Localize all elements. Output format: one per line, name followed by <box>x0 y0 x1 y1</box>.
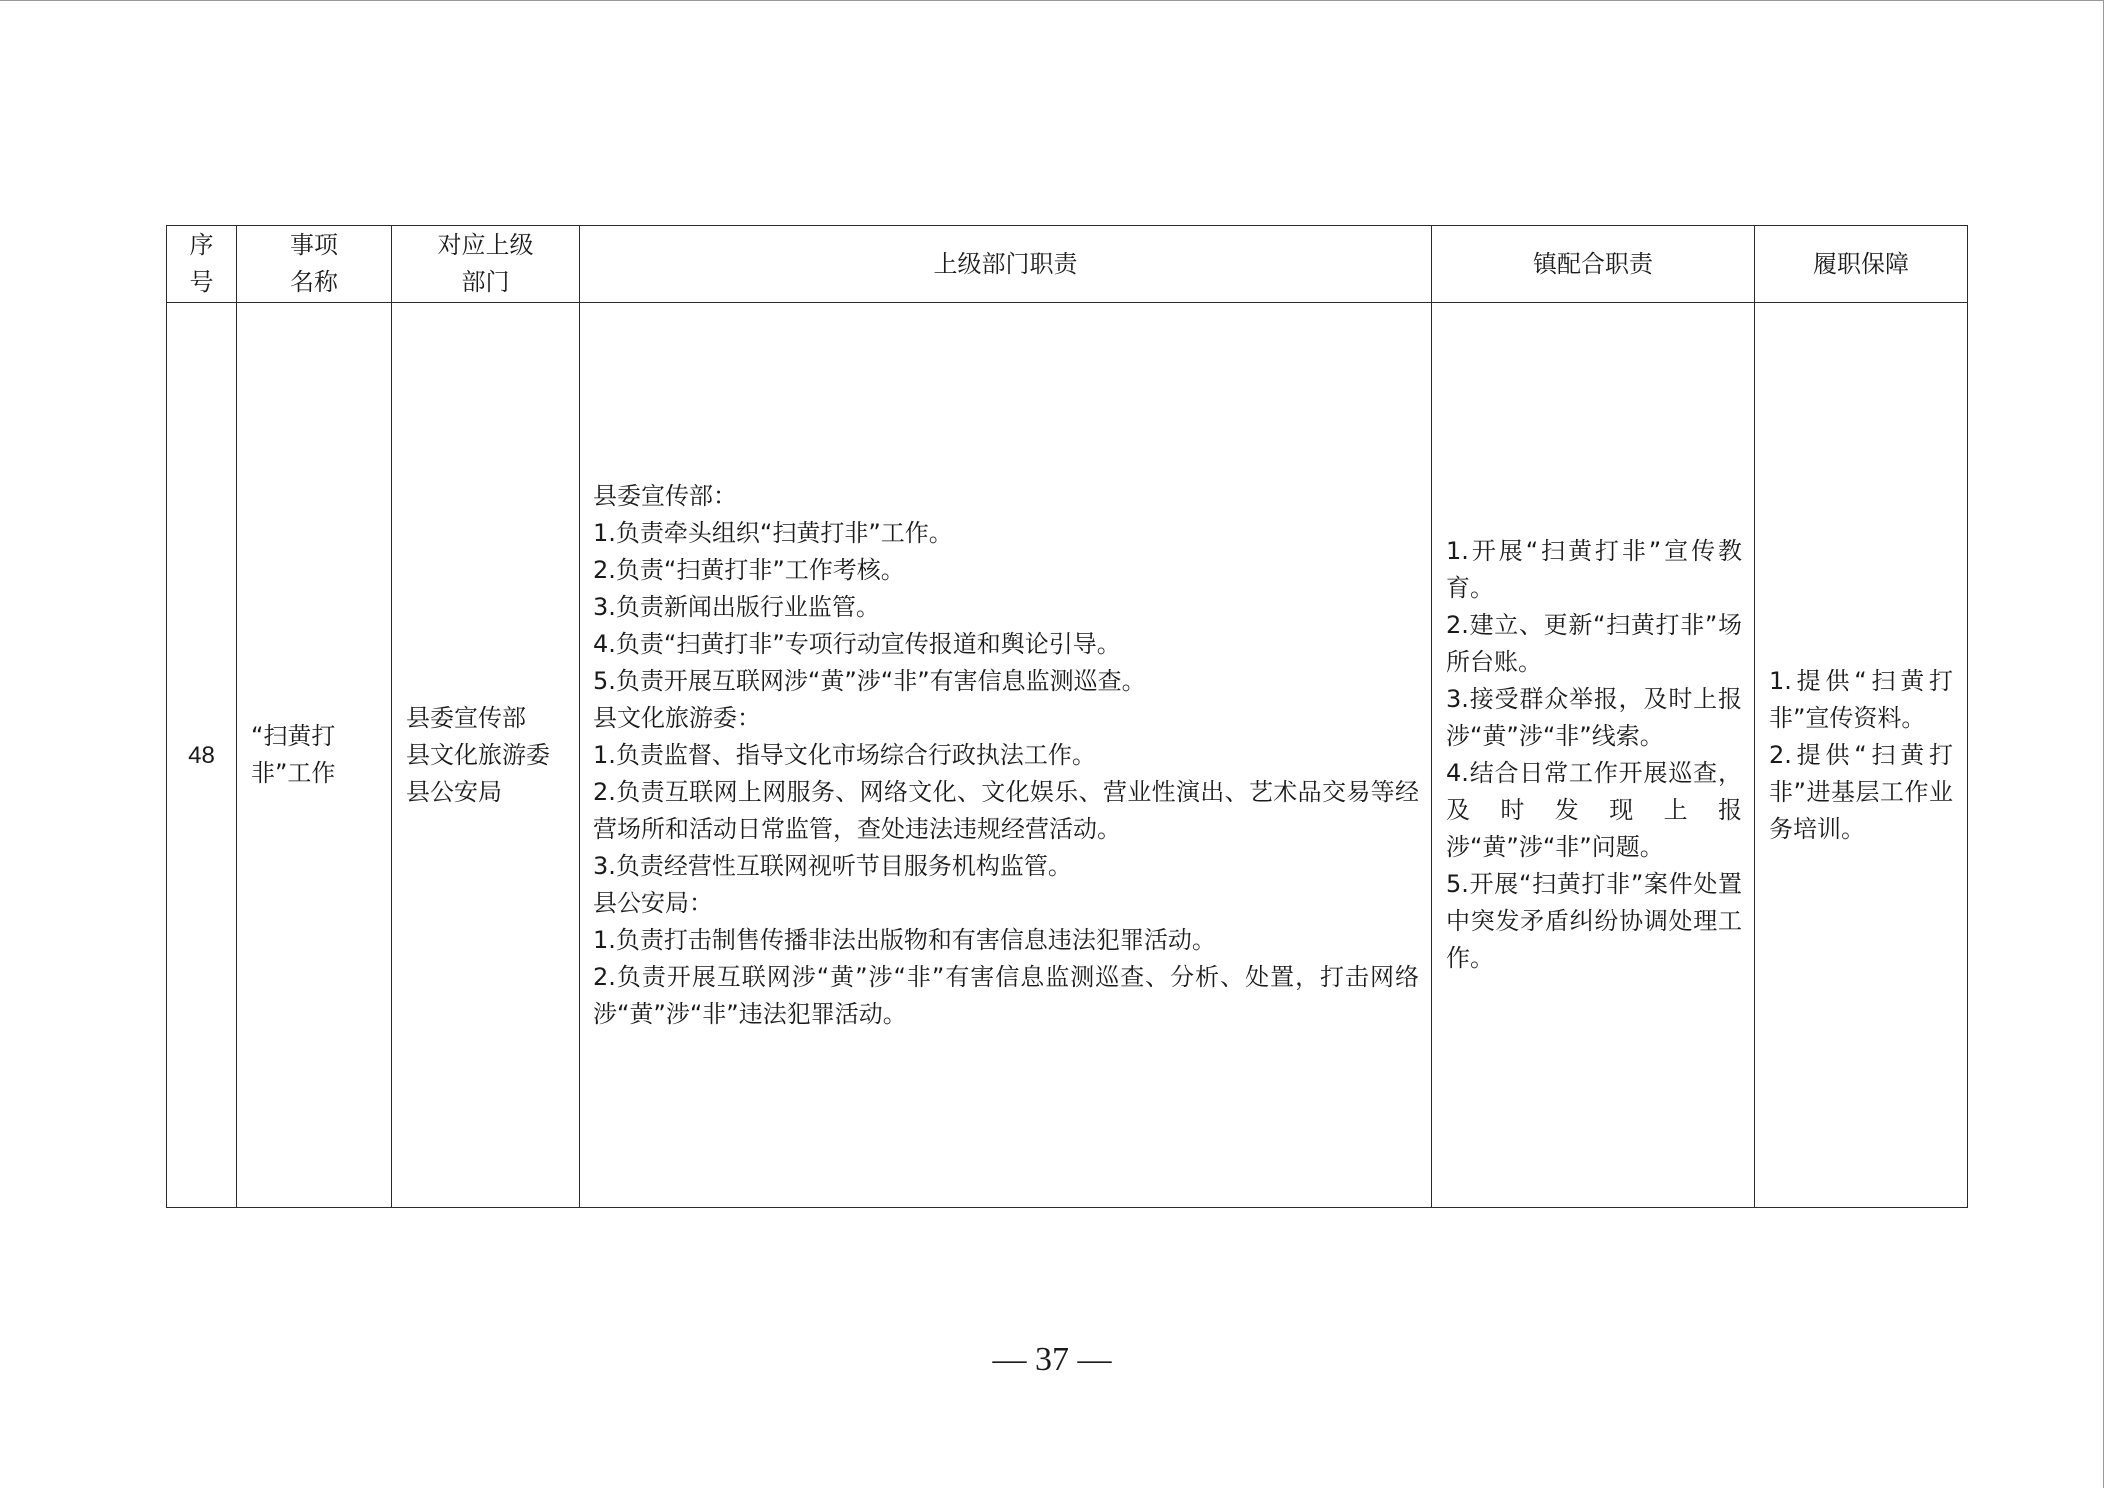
duty-line: 2.负责开展互联网涉“黄”涉“非”有害信息监测巡查、分析、处置，打击网络涉“黄”涉“非”违法犯罪活动。 <box>593 962 1419 1028</box>
page-top-edge <box>0 0 2104 1</box>
duty-line: 1.负责监督、指导文化市场综合行政执法工作。 <box>593 740 1096 769</box>
row-town-duty-cell <box>1432 303 1755 1208</box>
header-town-duty: 镇配合职责 <box>1432 226 1755 303</box>
town-duty-line: 4.结合日常工作开展巡查，及时发现上报涉“黄”涉“非”问题。 <box>1446 759 1742 861</box>
header-dept-line-1: 对应上级 <box>437 231 534 259</box>
header-seq <box>167 226 237 303</box>
row-superior-duty-cell <box>580 303 1432 1208</box>
guarantee-line: 1.提供“扫黄打非”宣传资料。 <box>1769 666 1953 732</box>
table-row <box>167 303 1968 1208</box>
row-guarantee-cell <box>1755 303 1968 1208</box>
table-header-row <box>167 226 1968 303</box>
duty-line: 2.负责互联网上网服务、网络文化、文化娱乐、营业性演出、艺术品交易等经营场所和活动日常监管，查处违法违规经营活动。 <box>593 777 1419 843</box>
duty-line: 2.负责“扫黄打非”工作考核。 <box>593 555 905 584</box>
dept-line: 县文化旅游委 <box>406 740 550 769</box>
dept-line: 县委宣传部 <box>406 703 526 732</box>
row-dept-cell <box>392 303 580 1208</box>
header-seq-line-2: 号 <box>189 268 214 296</box>
duty-line: 3.负责经营性互联网视听节目服务机构监管。 <box>593 851 1072 880</box>
page-number: — 37 — <box>992 1341 1112 1378</box>
duty-line: 4.负责“扫黄打非”专项行动宣传报道和舆论引导。 <box>593 629 1121 658</box>
town-duty-line: 3.接受群众举报，及时上报涉“黄”涉“非”线索。 <box>1446 685 1742 750</box>
row-seq-cell: 48 <box>167 303 237 1208</box>
header-dept-line-2: 部门 <box>461 268 510 296</box>
header-item-line-2: 名称 <box>290 268 338 296</box>
duty-line: 1.负责打击制售传播非法出版物和有害信息违法犯罪活动。 <box>593 925 1216 954</box>
dept-line: 县公安局 <box>406 777 502 806</box>
duty-line: 5.负责开展互联网涉“黄”涉“非”有害信息监测巡查。 <box>593 666 1146 695</box>
town-duty-line: 1.开展“扫黄打非”宣传教育。 <box>1446 537 1742 602</box>
item-name-line: 非”工作 <box>251 759 336 787</box>
item-name-line: “扫黄打 <box>251 722 336 750</box>
town-duty-line: 5.开展“扫黄打非”案件处置中突发矛盾纠纷协调处理工作。 <box>1446 870 1742 972</box>
header-superior-dept <box>392 226 580 303</box>
row-item-name-cell <box>237 303 392 1208</box>
duty-line: 县文化旅游委： <box>593 703 761 732</box>
header-item-line-1: 事项 <box>290 231 338 259</box>
header-superior-duty: 上级部门职责 <box>580 226 1432 303</box>
duty-line: 3.负责新闻出版行业监管。 <box>593 592 880 621</box>
duty-line: 县公安局： <box>593 888 713 917</box>
header-item-name <box>237 226 392 303</box>
duty-line: 县委宣传部： <box>593 481 737 510</box>
town-duty-line: 2.建立、更新“扫黄打非”场所台账。 <box>1446 611 1742 676</box>
header-guarantee: 履职保障 <box>1755 226 1968 303</box>
header-seq-line-1: 序 <box>189 231 214 259</box>
duty-line: 1.负责牵头组织“扫黄打非”工作。 <box>593 518 953 547</box>
guarantee-line: 2.提供“扫黄打非”进基层工作业务培训。 <box>1769 740 1953 843</box>
duty-table <box>166 225 1968 1208</box>
